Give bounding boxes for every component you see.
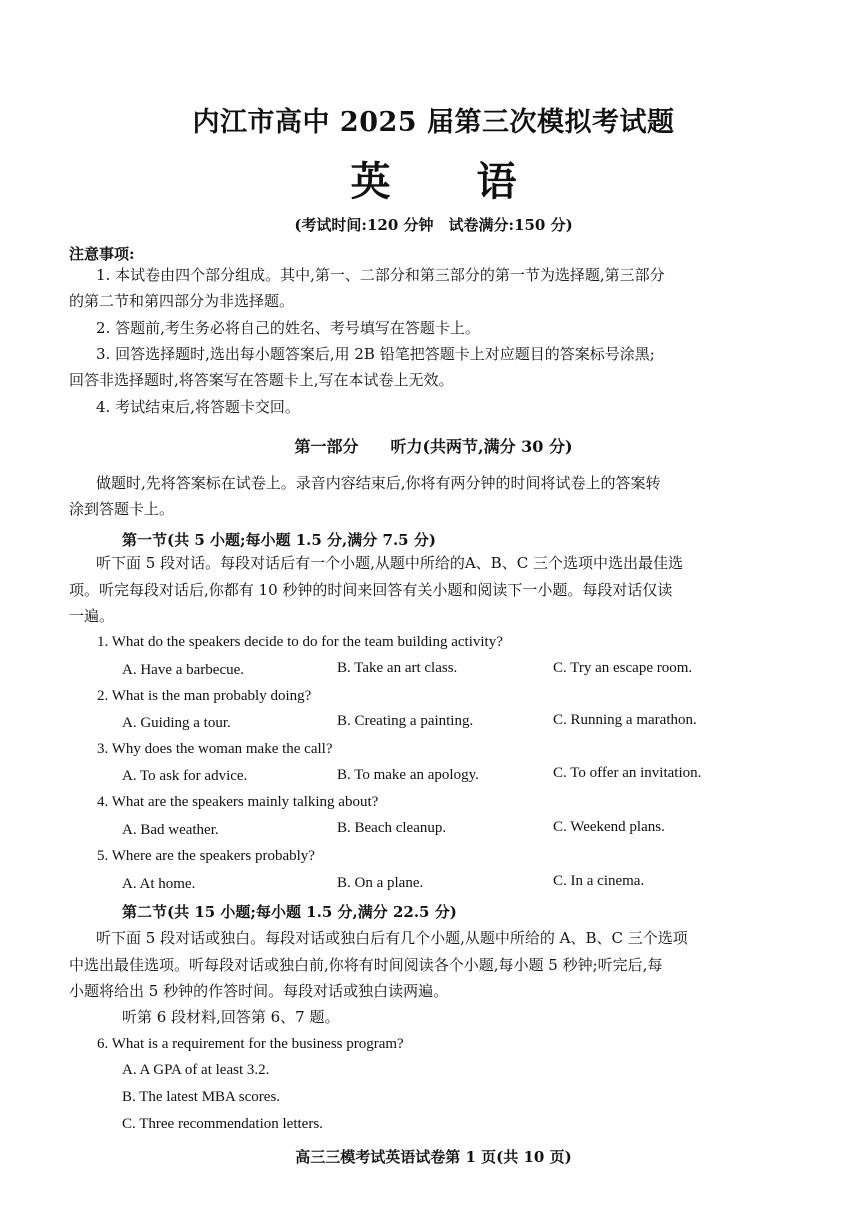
section2-heading: 第二节(共 15 小题;每小题 1.5 分,满分 22.5 分) xyxy=(122,903,457,921)
question-6-option-c: C. Three recommendation letters. xyxy=(122,1116,323,1132)
section2-material-note: 听第 6 段材料,回答第 6、7 题。 xyxy=(122,1008,340,1026)
question-4: 4. What are the speakers mainly talking about? xyxy=(97,794,379,810)
question-3: 3. Why does the woman make the call? xyxy=(97,741,333,757)
part1-heading: 第一部分 听力(共两节,满分 30 分) xyxy=(294,437,573,456)
question-1-option-c: C. Try an escape room. xyxy=(553,660,693,676)
exam-time-info: (考试时间:120 分钟 试卷满分:150 分) xyxy=(294,216,573,234)
question-3-option-b: B. To make an apology. xyxy=(337,767,479,783)
page-footer: 高三三模考试英语试卷第 1 页(共 10 页) xyxy=(295,1148,572,1166)
part1-intro-line-1: 做题时,先将答案标在试卷上。录音内容结束后,你将有两分钟的时间将试卷上的答案转 xyxy=(96,474,661,492)
section2-line-3: 小题将给出 5 秒钟的作答时间。每段对话或独白读两遍。 xyxy=(69,982,449,1000)
question-4-option-a: A. Bad weather. xyxy=(122,822,219,838)
section1-line-3: 一遍。 xyxy=(69,607,115,625)
question-2: 2. What is the man probably doing? xyxy=(97,688,312,704)
note-item-4: 4. 考试结束后,将答题卡交回。 xyxy=(96,398,300,416)
question-5-option-c: C. In a cinema. xyxy=(553,873,645,889)
question-1: 1. What do the speakers decide to do for the team building activity? xyxy=(97,634,503,650)
note-item-3-line-2: 回答非选择题时,将答案写在答题卡上,写在本试卷上无效。 xyxy=(69,371,454,389)
section1-line-2: 项。听完每段对话后,你都有 10 秒钟的时间来回答有关小题和阅读下一小题。每段对话仅读 xyxy=(69,581,673,599)
question-6-option-a: A. A GPA of at least 3.2. xyxy=(122,1062,270,1078)
question-4-option-b: B. Beach cleanup. xyxy=(337,820,447,836)
question-3-option-a: A. To ask for advice. xyxy=(122,768,248,784)
question-2-option-c: C. Running a marathon. xyxy=(553,712,697,728)
question-4-option-c: C. Weekend plans. xyxy=(553,819,665,835)
question-5-option-a: A. At home. xyxy=(122,876,196,892)
question-2-option-b: B. Creating a painting. xyxy=(337,713,474,729)
question-6: 6. What is a requirement for the business program? xyxy=(97,1036,404,1052)
question-2-option-a: A. Guiding a tour. xyxy=(122,715,231,731)
note-item-1-line-2: 的第二节和第四部分为非选择题。 xyxy=(69,292,295,310)
question-1-option-a: A. Have a barbecue. xyxy=(122,662,245,678)
note-item-3-line-1: 3. 回答选择题时,选出每小题答案后,用 2B 铅笔把答题卡上对应题目的答案标号涂黑; xyxy=(96,345,655,363)
question-1-option-b: B. Take an art class. xyxy=(337,660,458,676)
part1-intro-line-2: 涂到答题卡上。 xyxy=(69,500,175,518)
question-6-option-b: B. The latest MBA scores. xyxy=(122,1089,281,1105)
note-item-1-line-1: 1. 本试卷由四个部分组成。其中,第一、二部分和第三部分的第一节为选择题,第三部分 xyxy=(96,266,665,284)
section1-line-1: 听下面 5 段对话。每段对话后有一个小题,从题中所给的A、B、C 三个选项中选出最佳选 xyxy=(96,554,683,572)
notes-heading: 注意事项: xyxy=(69,245,135,263)
section1-heading: 第一节(共 5 小题;每小题 1.5 分,满分 7.5 分) xyxy=(122,531,436,549)
section2-line-1: 听下面 5 段对话或独白。每段对话或独白后有几个小题,从题中所给的 A、B、C 三个选项 xyxy=(96,929,688,947)
section2-line-2: 中选出最佳选项。听每段对话或独白前,你将有时间阅读各个小题,每小题 5 秒钟;听完后,每 xyxy=(69,956,663,974)
note-item-2: 2. 答题前,考生务必将自己的姓名、考号填写在答题卡上。 xyxy=(96,319,480,337)
question-3-option-c: C. To offer an invitation. xyxy=(553,765,702,781)
question-5: 5. Where are the speakers probably? xyxy=(97,848,315,864)
subject-title: 英 语 xyxy=(350,158,553,205)
exam-title: 内江市高中 2025 届第三次模拟考试题 xyxy=(192,107,675,138)
question-5-option-b: B. On a plane. xyxy=(337,875,424,891)
